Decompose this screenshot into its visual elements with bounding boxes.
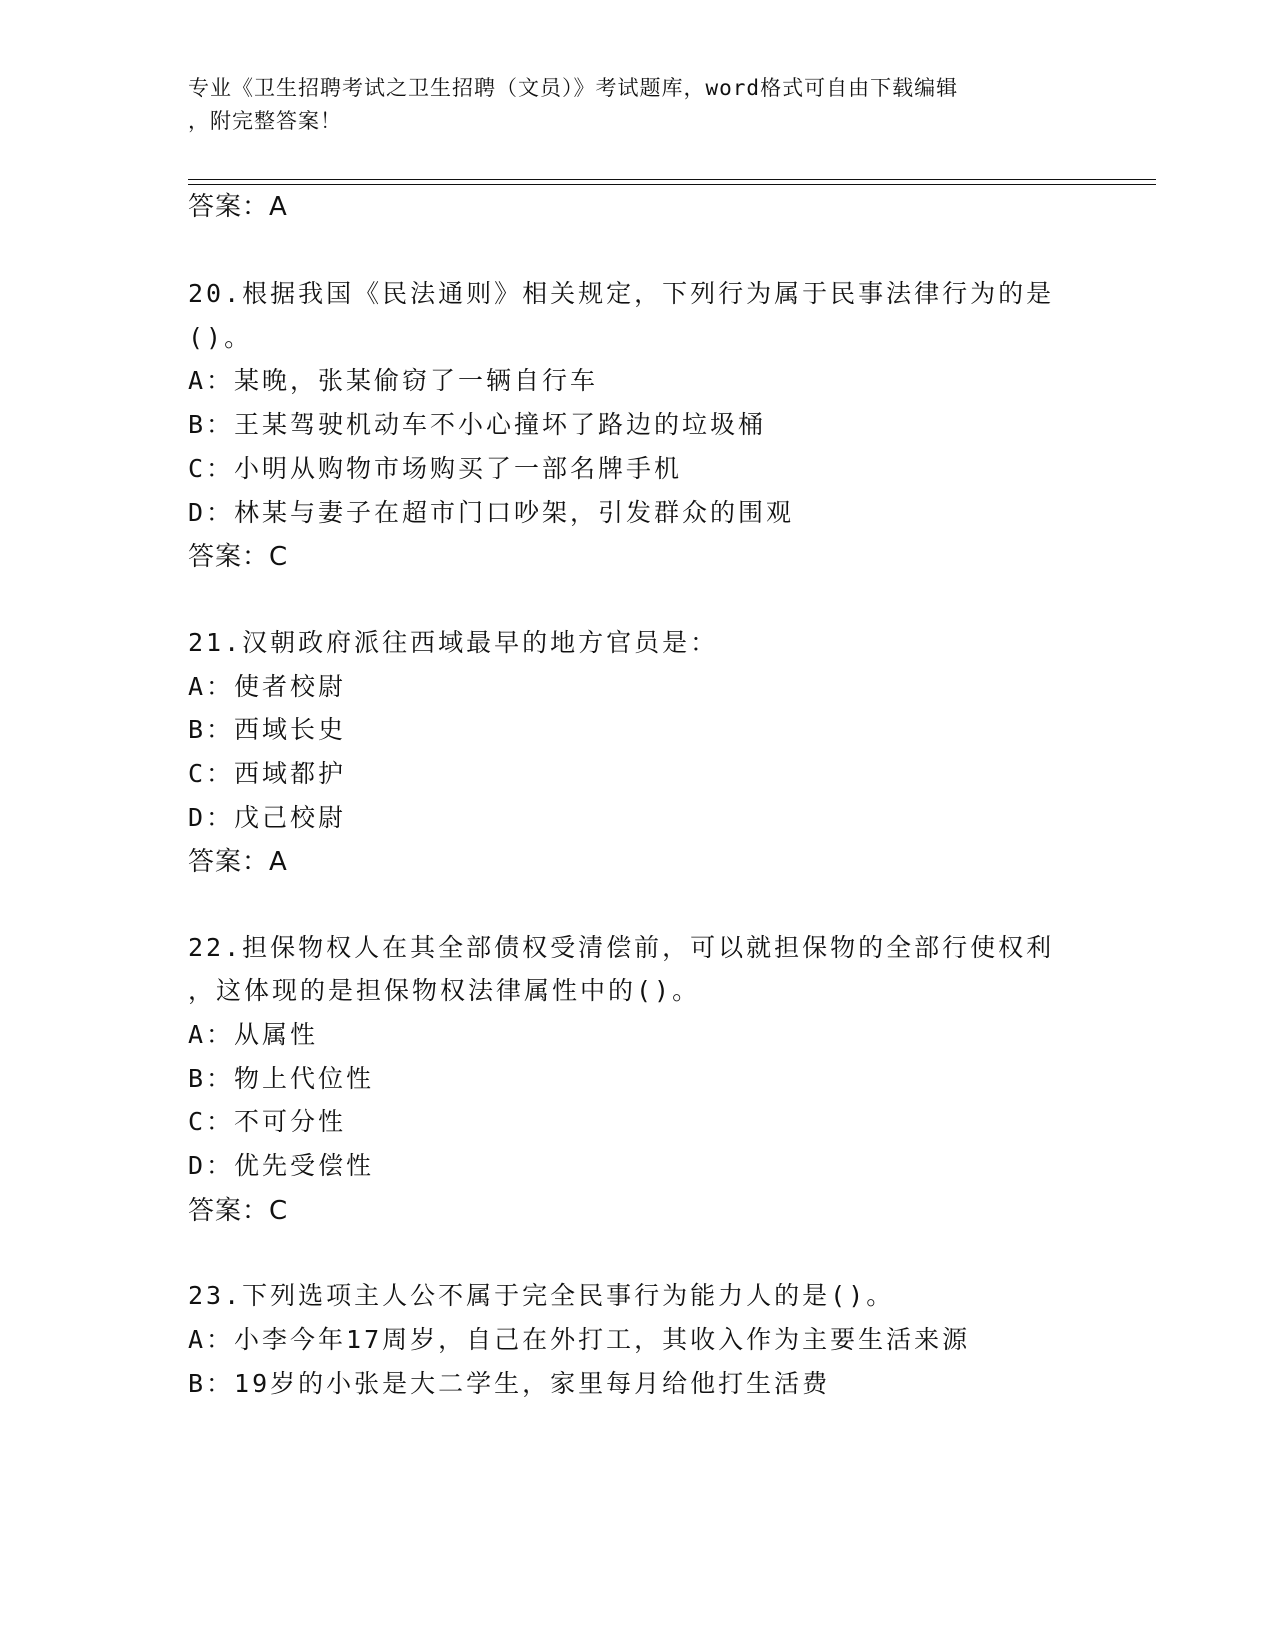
answer-line: 答案：C [188,542,289,572]
answer-line: 答案：A [188,192,288,222]
document-header [188,72,1088,138]
header-line-2: ，附完整答案！ [188,109,342,133]
option-c: C：小明从购物市场购买了一部名牌手机 [188,454,683,483]
option-d: D：戊己校尉 [188,803,347,832]
option-c: C：西域都护 [188,759,347,788]
answer-line: 答案：C [188,1196,289,1226]
question-stem-line: 21.汉朝政府派往西域最早的地方官员是： [188,628,719,657]
option-d: D：林某与妻子在超市门口吵架，引发群众的围观 [188,498,795,527]
option-d: D：优先受偿性 [188,1151,375,1180]
header-rule-bottom [188,184,1156,185]
question-stem-line: 20.根据我国《民法通则》相关规定，下列行为属于民事法律行为的是 [188,279,1055,308]
header-line-1: 专业《卫生招聘考试之卫生招聘（文员）》考试题库，word格式可自由下载编辑 [188,76,959,100]
option-b: B：王某驾驶机动车不小心撞坏了路边的垃圾桶 [188,410,767,439]
question-stem-line: 22.担保物权人在其全部债权受清偿前，可以就担保物的全部行使权利 [188,933,1055,962]
question-stem-line: ()。 [188,323,253,352]
option-a: A：从属性 [188,1020,319,1049]
option-b: B：19岁的小张是大二学生，家里每月给他打生活费 [188,1369,831,1398]
option-a: A：小李今年17周岁，自己在外打工，其收入作为主要生活来源 [188,1325,971,1354]
option-b: B：物上代位性 [188,1064,375,1093]
question-stem-line: ，这体现的是担保物权法律属性中的()。 [188,976,701,1005]
question-stem-line: 23.下列选项主人公不属于完全民事行为能力人的是()。 [188,1281,895,1310]
option-c: C：不可分性 [188,1107,347,1136]
header-rule-top [188,179,1156,180]
option-a: A：某晚，张某偷窃了一辆自行车 [188,366,599,395]
option-b: B：西域长史 [188,715,347,744]
option-a: A：使者校尉 [188,672,347,701]
answer-line: 答案：A [188,847,288,877]
